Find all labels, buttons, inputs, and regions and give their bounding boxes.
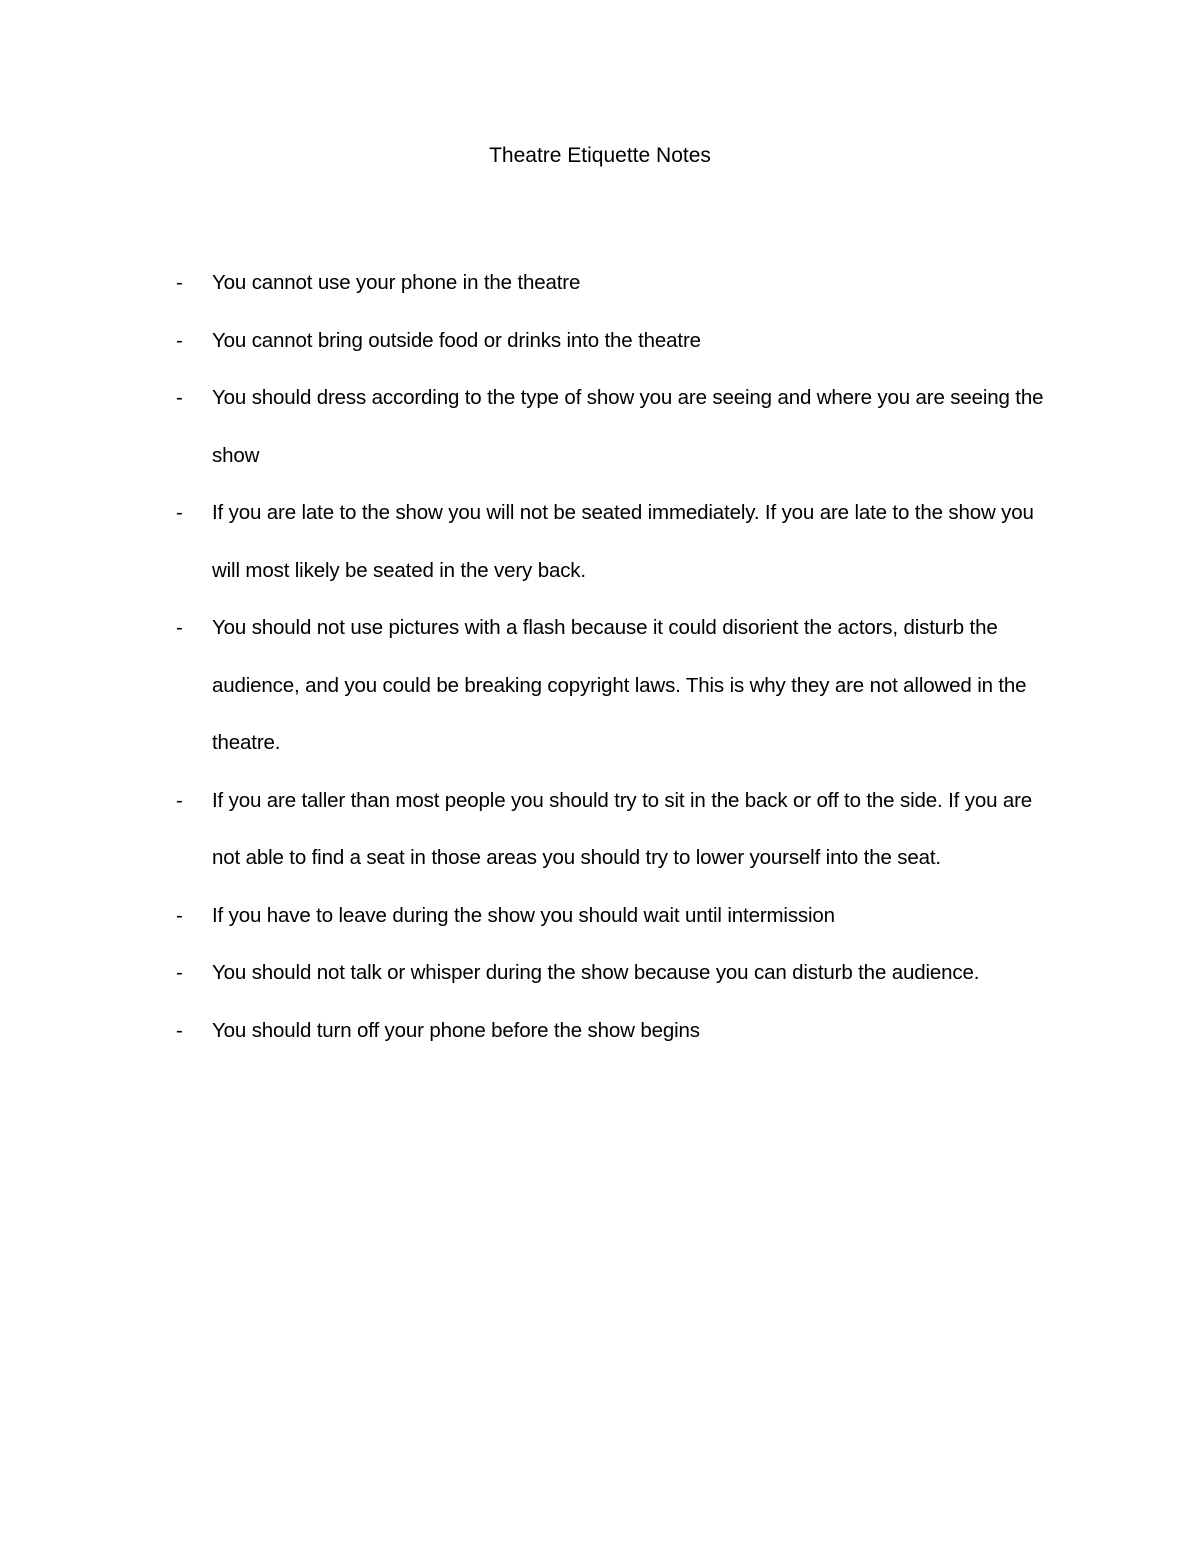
bullet-dash: -: [176, 1018, 183, 1042]
bullet-dash: -: [176, 903, 183, 927]
bullet-dash: -: [176, 271, 183, 294]
note-text: You should not talk or whisper during the show because you can disturb the audience.: [212, 961, 980, 984]
note-text: You should turn off your phone before the show begins: [212, 1018, 700, 1042]
note-text: If you have to leave during the show you should wait until intermission: [212, 903, 835, 927]
note-item: [0, 772, 1058, 887]
document-title: Theatre Etiquette Notes: [489, 144, 711, 167]
note-item: [0, 369, 1058, 484]
bullet-dash: -: [176, 616, 183, 639]
note-item: [0, 312, 1058, 370]
note-item: [0, 1002, 1058, 1060]
bullet-dash: -: [176, 386, 183, 409]
note-text: If you are late to the show you will not be seated immediately. If you are late to the show you will most likely be seated in the very back.: [212, 501, 1034, 582]
note-item: [0, 254, 1058, 312]
bullet-dash: -: [176, 501, 183, 524]
bullet-dash: -: [176, 328, 183, 352]
note-item: [0, 599, 1058, 772]
note-item: [0, 887, 1058, 945]
note-text: You cannot use your phone in the theatre: [212, 271, 581, 294]
note-item: [0, 484, 1058, 599]
bullet-dash: -: [176, 961, 183, 984]
etiquette-notes-list: [0, 254, 1200, 1059]
note-item: [0, 944, 1058, 1002]
note-text: You cannot bring outside food or drinks into the theatre: [212, 328, 701, 352]
note-text: If you are taller than most people you should try to sit in the back or off to the side. If you are not able to find a seat in those areas you should try to lower yourself into the seat.: [212, 788, 1033, 869]
note-text: You should not use pictures with a flash because it could disorient the actors, disturb the audience, and you could be breaking copyright laws. This is why they are not allowed in the theatre.: [212, 616, 1027, 754]
note-text: You should dress according to the type of show you are seeing and where you are seeing the show: [212, 386, 1044, 467]
bullet-dash: -: [176, 788, 183, 812]
